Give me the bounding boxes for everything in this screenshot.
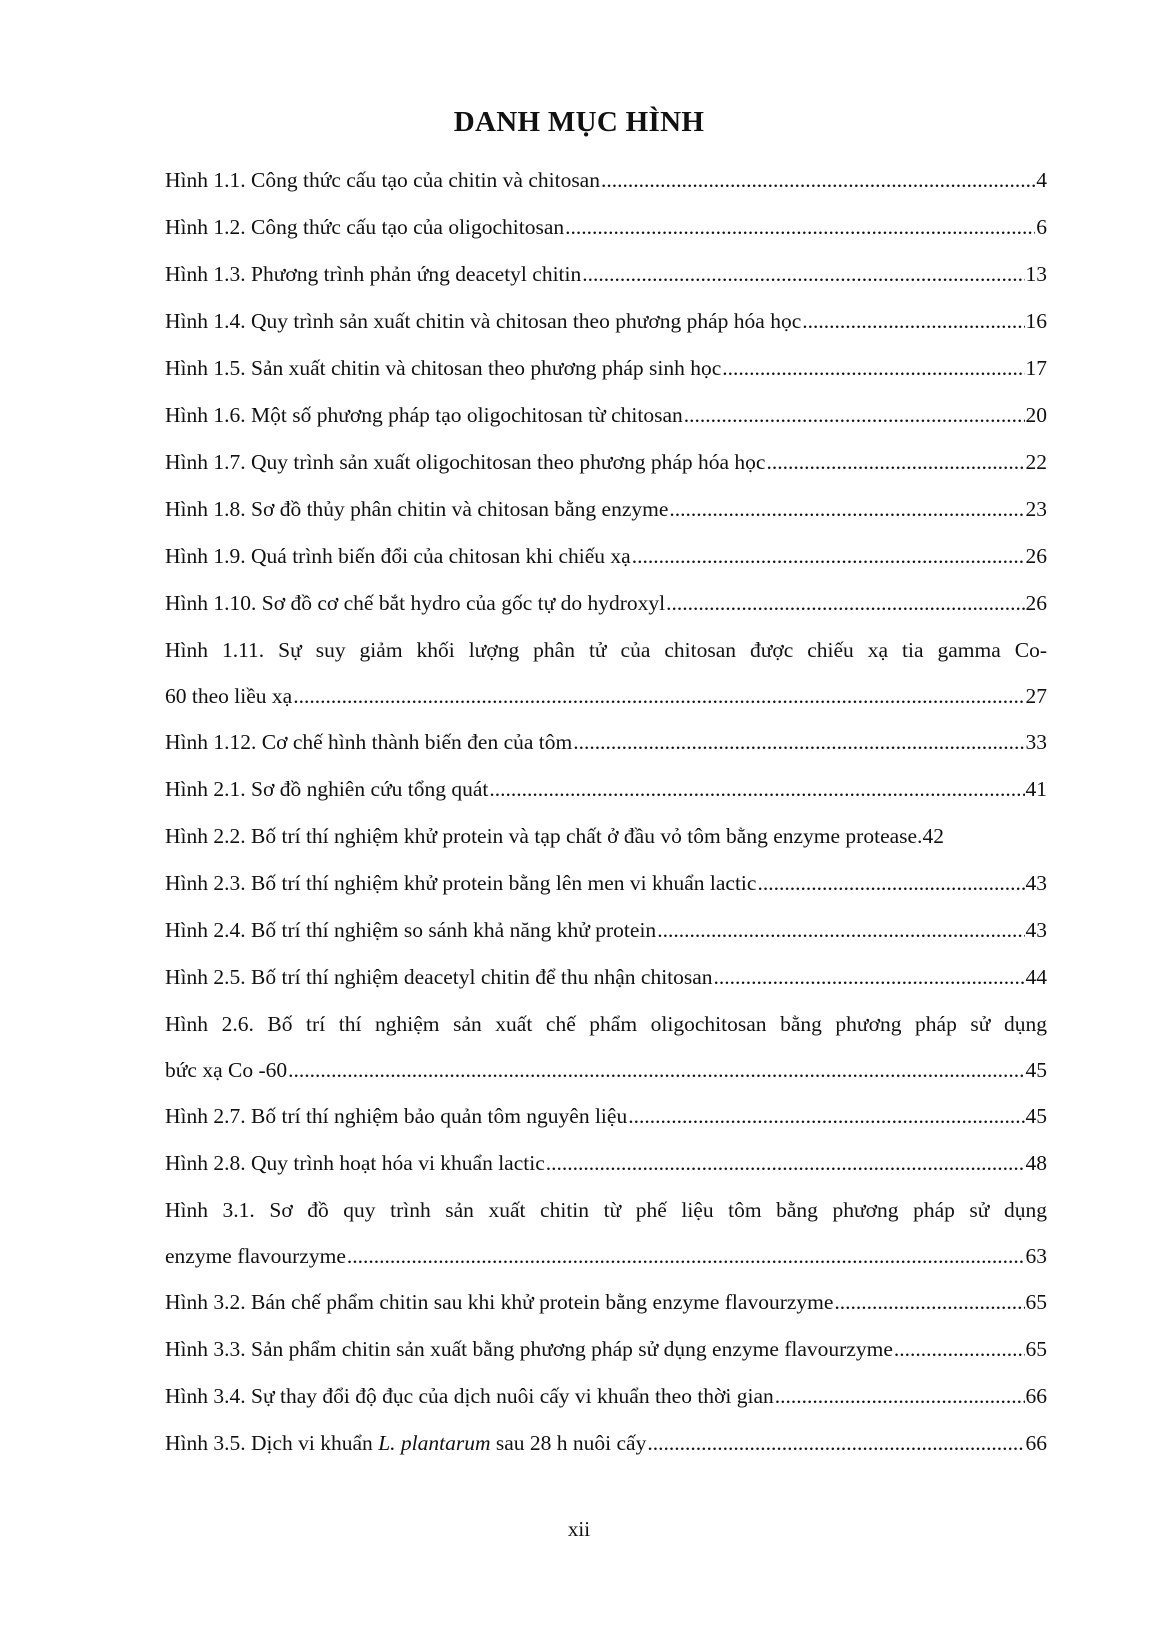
entry-text-end: sau 28 h nuôi cấy xyxy=(490,1431,647,1455)
entry-page: 43 xyxy=(1025,918,1047,942)
entry-text-line1: Hình 2.6. Bố trí thí nghiệm sản xuất chế phẩm oligochitosan bằng phương pháp sử dụng xyxy=(165,1012,1047,1036)
entry-text: Hình 1.9. Quá trình biến đổi của chitosan khi chiếu xạ xyxy=(165,544,631,568)
leader-dots xyxy=(647,1429,1024,1457)
list-item[interactable] xyxy=(165,1196,1047,1270)
leader-dots xyxy=(766,448,1024,476)
entry-page: 17 xyxy=(1025,356,1047,380)
entry-text xyxy=(165,1429,646,1457)
entry-page: 20 xyxy=(1025,403,1047,427)
entry-page: 23 xyxy=(1025,497,1047,521)
leader-dots xyxy=(722,354,1024,382)
entry-page: 42 xyxy=(922,824,944,848)
entry-page: 27 xyxy=(1025,684,1047,708)
list-item[interactable] xyxy=(165,963,1047,991)
entry-text: Hình 2.2. Bố trí thí nghiệm khử protein và tạp chất ở đầu vỏ tôm bằng enzyme protease. xyxy=(165,824,923,848)
entry-text: Hình 2.4. Bố trí thí nghiệm so sánh khả năng khử protein xyxy=(165,918,657,942)
entry-page: 45 xyxy=(1025,1104,1047,1128)
leader-dots xyxy=(628,1102,1024,1130)
entry-text: Hình 2.7. Bố trí thí nghiệm bảo quản tôm nguyên liệu xyxy=(165,1104,628,1128)
entry-text: Hình 1.5. Sản xuất chitin và chitosan theo phương pháp sinh học xyxy=(165,356,722,380)
list-item[interactable] xyxy=(165,1102,1047,1130)
entry-text: Hình 1.6. Một số phương pháp tạo oligochitosan từ chitosan xyxy=(165,403,683,427)
leader-dots xyxy=(489,775,1024,803)
leader-dots xyxy=(582,260,1024,288)
entry-text: Hình 1.7. Quy trình sản xuất oligochitosan theo phương pháp hóa học xyxy=(165,450,766,474)
entry-text-line1: Hình 1.11. Sự suy giảm khối lượng phân tử của chitosan được chiếu xạ tia gamma Co- xyxy=(165,638,1047,662)
entry-text: enzyme flavourzyme xyxy=(165,1244,346,1268)
entry-page: 33 xyxy=(1025,730,1047,754)
entry-text: Hình 3.4. Sự thay đổi độ đục của dịch nuôi cấy vi khuẩn theo thời gian xyxy=(165,1384,774,1408)
leader-dots xyxy=(565,213,1035,241)
entry-text: Hình 2.1. Sơ đồ nghiên cứu tổng quát xyxy=(165,777,489,801)
entry-text: 60 theo liều xạ xyxy=(165,684,293,708)
entry-text: Hình 1.8. Sơ đồ thủy phân chitin và chitosan bằng enzyme xyxy=(165,497,669,521)
leader-dots xyxy=(293,682,1024,710)
entry-page: 4 xyxy=(1036,168,1047,192)
entry-page: 26 xyxy=(1025,544,1047,568)
entry-page: 65 xyxy=(1025,1290,1047,1314)
entry-text-line1: Hình 3.1. Sơ đồ quy trình sản xuất chitin từ phế liệu tôm bằng phương pháp sử dụng xyxy=(165,1198,1047,1222)
species-name: L. plantarum xyxy=(378,1431,491,1455)
list-item[interactable] xyxy=(165,307,1047,335)
entry-page: 63 xyxy=(1025,1244,1047,1268)
list-item[interactable] xyxy=(165,822,1047,850)
entry-page: 48 xyxy=(1025,1151,1047,1175)
entry-page: 41 xyxy=(1025,777,1047,801)
list-item[interactable] xyxy=(165,1288,1047,1316)
list-item[interactable] xyxy=(165,916,1047,944)
entry-text: Hình 1.2. Công thức cấu tạo của oligochitosan xyxy=(165,215,565,239)
entry-text: Hình 2.5. Bố trí thí nghiệm deacetyl chitin để thu nhận chitosan xyxy=(165,965,713,989)
list-item[interactable] xyxy=(165,1382,1047,1410)
entry-page: 45 xyxy=(1025,1058,1047,1082)
list-item[interactable] xyxy=(165,401,1047,429)
list-item[interactable] xyxy=(165,213,1047,241)
list-item[interactable] xyxy=(165,1335,1047,1363)
leader-dots xyxy=(775,1382,1025,1410)
list-item[interactable] xyxy=(165,1010,1047,1084)
leader-dots xyxy=(894,1335,1025,1363)
entry-text: Hình 1.1. Công thức cấu tạo của chitin và chitosan xyxy=(165,168,600,192)
list-item[interactable] xyxy=(165,542,1047,570)
leader-dots xyxy=(632,542,1025,570)
leader-dots xyxy=(657,916,1024,944)
entry-text: Hình 1.10. Sơ đồ cơ chế bắt hydro của gốc tự do hydroxyl xyxy=(165,591,666,615)
leader-dots xyxy=(347,1242,1025,1270)
leader-dots xyxy=(601,166,1035,194)
list-item[interactable] xyxy=(165,589,1047,617)
list-item[interactable] xyxy=(165,166,1047,194)
entry-page: 13 xyxy=(1025,262,1047,286)
list-item[interactable] xyxy=(165,1149,1047,1177)
list-item[interactable] xyxy=(165,728,1047,756)
entry-page: 43 xyxy=(1025,871,1047,895)
entry-text: bức xạ Co -60 xyxy=(165,1058,288,1082)
entry-page: 22 xyxy=(1025,450,1047,474)
leader-dots xyxy=(684,401,1025,429)
list-item[interactable] xyxy=(165,260,1047,288)
leader-dots xyxy=(669,495,1024,523)
list-item[interactable] xyxy=(165,775,1047,803)
entry-text-start: Hình 3.5. Dịch vi khuẩn xyxy=(165,1431,379,1455)
entry-page: 66 xyxy=(1025,1431,1047,1455)
entry-text: Hình 1.12. Cơ chế hình thành biến đen của tôm xyxy=(165,730,573,754)
list-item[interactable] xyxy=(165,495,1047,523)
leader-dots xyxy=(757,869,1024,897)
page-number: xii xyxy=(567,1517,591,1541)
entry-text: Hình 2.3. Bố trí thí nghiệm khử protein bằng lên men vi khuẩn lactic xyxy=(165,871,757,895)
leader-dots xyxy=(802,307,1024,335)
entry-text: Hình 1.4. Quy trình sản xuất chitin và chitosan theo phương pháp hóa học xyxy=(165,309,802,333)
entry-page: 16 xyxy=(1025,309,1047,333)
entry-text: Hình 2.8. Quy trình hoạt hóa vi khuẩn lactic xyxy=(165,1151,545,1175)
leader-dots xyxy=(546,1149,1025,1177)
entry-page: 44 xyxy=(1025,965,1047,989)
leader-dots xyxy=(573,728,1024,756)
entry-text: Hình 3.3. Sản phẩm chitin sản xuất bằng phương pháp sử dụng enzyme flavourzyme xyxy=(165,1337,893,1361)
entry-page: 26 xyxy=(1025,591,1047,615)
entry-page: 65 xyxy=(1025,1337,1047,1361)
list-item[interactable] xyxy=(165,1429,1047,1457)
leader-dots xyxy=(834,1288,1024,1316)
leader-dots xyxy=(288,1056,1024,1084)
page-title: DANH MỤC HÌNH xyxy=(453,106,705,138)
entry-page: 66 xyxy=(1025,1384,1047,1408)
list-item[interactable] xyxy=(165,636,1047,710)
leader-dots xyxy=(666,589,1024,617)
entry-page: 6 xyxy=(1036,215,1047,239)
entry-text: Hình 3.2. Bán chế phẩm chitin sau khi khử protein bằng enzyme flavourzyme xyxy=(165,1290,834,1314)
entry-text: Hình 1.3. Phương trình phản ứng deacetyl chitin xyxy=(165,262,582,286)
leader-dots xyxy=(714,963,1025,991)
list-item[interactable] xyxy=(165,354,1047,382)
list-item[interactable] xyxy=(165,869,1047,897)
list-item[interactable] xyxy=(165,448,1047,476)
